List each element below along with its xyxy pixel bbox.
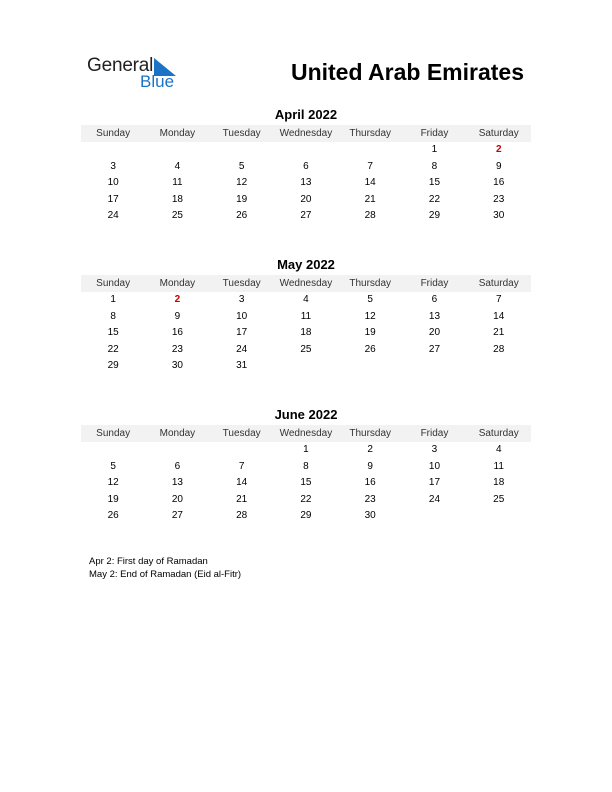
empty-day-cell xyxy=(145,442,209,459)
month-title: June 2022 xyxy=(274,407,338,422)
week-row xyxy=(81,142,531,159)
day-cell: 18 xyxy=(493,477,505,489)
day-cell: 26 xyxy=(236,210,248,222)
day-cell: 24 xyxy=(428,493,441,505)
empty-day-cell xyxy=(210,142,274,159)
day-cell: 19 xyxy=(364,327,376,339)
day-cell: 11 xyxy=(172,177,183,189)
day-cell: 18 xyxy=(300,327,312,339)
day-cell: 15 xyxy=(428,177,441,189)
day-cell: 12 xyxy=(107,477,119,489)
day-cell: 6 xyxy=(174,460,181,472)
day-cell: 27 xyxy=(300,210,312,222)
week-row xyxy=(81,325,531,342)
day-cell: 10 xyxy=(428,460,441,472)
day-cell: 9 xyxy=(174,310,181,322)
weekday-label: Wednesday xyxy=(279,128,333,139)
weekday-header-row xyxy=(81,425,531,442)
weekday-label: Monday xyxy=(159,128,196,139)
holiday-notes xyxy=(89,555,241,581)
day-cell: 18 xyxy=(171,193,183,205)
day-cell: 28 xyxy=(493,343,505,355)
day-cell: 19 xyxy=(107,493,119,505)
day-cell: 30 xyxy=(493,210,505,222)
month-title: April 2022 xyxy=(274,107,338,122)
day-cell: 1 xyxy=(431,144,438,155)
page-title: United Arab Emirates xyxy=(290,59,524,85)
day-cell: 13 xyxy=(300,177,312,189)
day-cell: 1 xyxy=(303,444,309,455)
empty-day-cell xyxy=(402,508,466,525)
empty-day-cell xyxy=(145,142,209,159)
day-cell: 30 xyxy=(171,360,183,372)
day-cell: 27 xyxy=(428,343,441,355)
day-cell: 26 xyxy=(364,343,376,355)
day-cell: 27 xyxy=(171,510,183,522)
day-cell: 21 xyxy=(236,493,248,505)
week-row xyxy=(81,192,531,209)
day-cell: 25 xyxy=(493,493,505,505)
weekday-label: Sunday xyxy=(96,428,131,439)
weekday-label: Thursday xyxy=(349,128,392,139)
day-cell: 14 xyxy=(493,310,505,322)
day-cell: 22 xyxy=(107,343,119,355)
day-cell: 23 xyxy=(493,193,505,205)
day-cell: 14 xyxy=(364,177,376,189)
day-cell: 17 xyxy=(428,477,441,489)
month-calendar xyxy=(81,107,531,225)
weekday-label: Tuesday xyxy=(222,278,261,289)
weekday-label: Wednesday xyxy=(279,428,333,439)
holiday-note: May 2: End of Ramadan (Eid al-Fitr) xyxy=(89,569,242,580)
day-cell: 20 xyxy=(300,193,312,205)
day-cell: 28 xyxy=(364,210,376,222)
day-cell: 13 xyxy=(171,477,183,489)
weekday-label: Saturday xyxy=(478,128,519,139)
day-cell: 4 xyxy=(174,160,181,172)
day-cell: 31 xyxy=(236,360,248,372)
day-cell: 21 xyxy=(364,193,376,205)
empty-day-cell xyxy=(81,442,145,459)
day-cell: 8 xyxy=(110,310,116,322)
holiday-note: Apr 2: First day of Ramadan xyxy=(89,556,208,567)
empty-day-cell xyxy=(467,508,531,525)
weekday-label: Monday xyxy=(159,278,196,289)
day-cell: 24 xyxy=(236,343,248,355)
day-cell: 9 xyxy=(367,460,373,472)
weekday-header-row xyxy=(81,275,531,292)
weekday-label: Thursday xyxy=(349,428,392,439)
day-cell: 11 xyxy=(300,310,312,322)
day-cell: 17 xyxy=(107,193,119,205)
day-cell: 29 xyxy=(107,360,119,372)
empty-day-cell xyxy=(210,442,274,459)
empty-day-cell xyxy=(338,358,402,375)
day-cell: 1 xyxy=(110,294,116,305)
day-cell: 16 xyxy=(171,327,183,339)
day-cell: 8 xyxy=(303,460,309,472)
day-cell: 9 xyxy=(495,160,502,172)
day-cell: 26 xyxy=(107,510,119,522)
day-cell: 3 xyxy=(431,444,438,455)
day-cell: 16 xyxy=(364,477,376,489)
day-cell: 2 xyxy=(174,294,181,305)
weekday-label: Tuesday xyxy=(222,128,261,139)
week-row xyxy=(81,309,531,326)
empty-day-cell xyxy=(338,142,402,159)
week-row xyxy=(81,475,531,492)
day-cell: 29 xyxy=(428,210,441,222)
day-cell: 5 xyxy=(238,160,245,172)
day-cell: 22 xyxy=(300,493,312,505)
week-row xyxy=(81,508,531,525)
weekday-label: Wednesday xyxy=(279,278,333,289)
week-row xyxy=(81,292,531,309)
week-row xyxy=(81,342,531,359)
day-cell: 12 xyxy=(364,310,376,322)
day-cell: 11 xyxy=(493,460,504,472)
month-calendar xyxy=(81,257,531,375)
day-cell: 17 xyxy=(236,327,248,339)
day-cell: 2 xyxy=(495,144,502,155)
day-cell: 24 xyxy=(107,210,119,222)
day-cell: 7 xyxy=(367,160,373,172)
week-row xyxy=(81,159,531,176)
day-cell: 15 xyxy=(300,477,312,489)
day-cell: 2 xyxy=(367,444,373,455)
logo xyxy=(87,55,187,95)
day-cell: 12 xyxy=(236,177,248,189)
weekday-label: Tuesday xyxy=(222,428,261,439)
day-cell: 10 xyxy=(107,177,119,189)
empty-day-cell xyxy=(402,358,466,375)
day-cell: 6 xyxy=(303,160,309,172)
month-title: May 2022 xyxy=(277,257,335,272)
day-cell: 4 xyxy=(303,294,309,305)
weekday-label: Friday xyxy=(420,128,449,139)
day-cell: 28 xyxy=(236,510,248,522)
day-cell: 3 xyxy=(110,160,116,172)
weekday-label: Sunday xyxy=(96,278,131,289)
empty-day-cell xyxy=(467,358,531,375)
day-cell: 19 xyxy=(236,193,248,205)
day-cell: 20 xyxy=(428,327,441,339)
day-cell: 25 xyxy=(300,343,312,355)
weekday-label: Saturday xyxy=(478,428,519,439)
weekday-label: Friday xyxy=(420,428,449,439)
day-cell: 5 xyxy=(110,460,116,472)
day-cell: 23 xyxy=(171,343,183,355)
day-cell: 29 xyxy=(300,510,312,522)
day-cell: 4 xyxy=(495,444,502,455)
day-cell: 30 xyxy=(364,510,376,522)
weekday-label: Thursday xyxy=(349,278,392,289)
week-row xyxy=(81,492,531,509)
day-cell: 3 xyxy=(238,294,245,305)
week-row xyxy=(81,459,531,476)
day-cell: 23 xyxy=(364,493,376,505)
day-cell: 6 xyxy=(431,294,438,305)
month-calendar xyxy=(81,407,531,525)
week-row xyxy=(81,175,531,192)
day-cell: 8 xyxy=(431,160,438,172)
day-cell: 5 xyxy=(367,294,373,305)
day-cell: 10 xyxy=(236,310,248,322)
day-cell: 15 xyxy=(107,327,119,339)
day-cell: 22 xyxy=(428,193,441,205)
logo-word-blue: Blue xyxy=(140,72,175,91)
empty-day-cell xyxy=(274,358,338,375)
empty-day-cell xyxy=(274,142,338,159)
day-cell: 14 xyxy=(236,477,248,489)
week-row xyxy=(81,208,531,225)
day-cell: 7 xyxy=(238,460,245,472)
week-row xyxy=(81,358,531,375)
weekday-label: Sunday xyxy=(96,128,131,139)
day-cell: 7 xyxy=(495,294,502,305)
empty-day-cell xyxy=(81,142,145,159)
day-cell: 13 xyxy=(428,310,441,322)
day-cell: 20 xyxy=(171,493,183,505)
weekday-label: Friday xyxy=(420,278,449,289)
weekday-label: Monday xyxy=(159,428,196,439)
day-cell: 25 xyxy=(171,210,183,222)
logo-word-general: General xyxy=(87,55,154,76)
week-row xyxy=(81,442,531,459)
weekday-label: Saturday xyxy=(478,278,519,289)
day-cell: 16 xyxy=(493,177,505,189)
day-cell: 21 xyxy=(493,327,505,339)
weekday-header-row xyxy=(81,125,531,142)
